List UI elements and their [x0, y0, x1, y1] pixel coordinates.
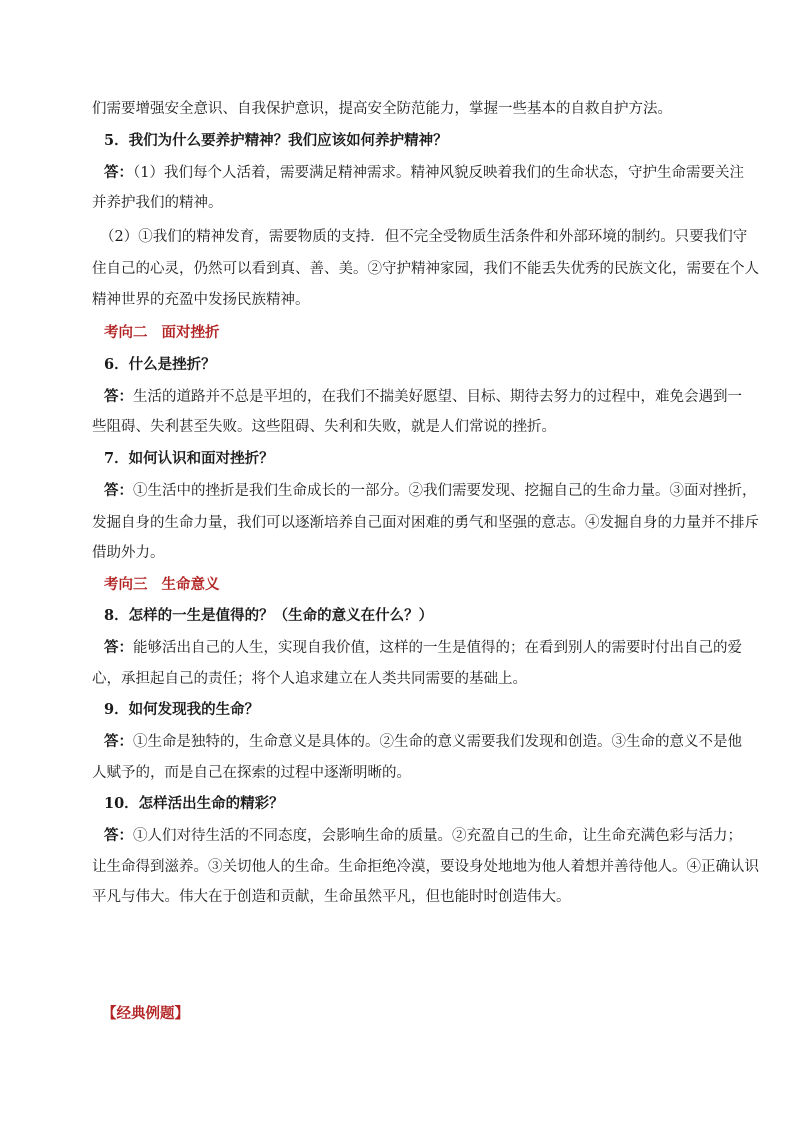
- answer-label: 答：: [104, 639, 133, 656]
- answer-5-line-5: 精神世界的充盈中发扬民族精神。: [92, 292, 310, 308]
- question-10: 10．怎样活出生命的精彩？: [104, 795, 284, 812]
- question-6: 6．什么是挫折？: [104, 356, 216, 373]
- answer-10-line-3: 平凡与伟大。伟大在于创造和贡献，生命虽然平凡，但也能时时创造伟大。: [92, 889, 571, 905]
- answer-label: 答：: [104, 164, 133, 181]
- answer-5-line-2: 并养护我们的精神。: [92, 195, 223, 211]
- answer-7-line-2: 发掘自身的生命力量，我们可以逐渐培养自己面对困难的勇气和坚强的意志。④发掘自身的力量并不排斥: [92, 515, 759, 531]
- answer-text: （1）我们每个人活着，需要满足精神需求。精神风貌反映着我们的生命状态，守护生命需要关注: [133, 165, 744, 181]
- answer-7-line-3: 借助外力。: [92, 545, 165, 561]
- section-title: 生命意义: [161, 576, 220, 593]
- answer-label: 答：: [104, 733, 133, 750]
- answer-7-line-1: [104, 481, 757, 501]
- answer-5-line-4: 住自己的心灵，仍然可以看到真、善、美。②守护精神家园，我们不能丢失优秀的民族文化，需要在个人: [92, 261, 759, 277]
- answer-10-line-1: [104, 826, 742, 846]
- answer-label: 答：: [104, 482, 133, 499]
- question-8: 8．怎样的一生是值得的？（生命的意义在什么？）: [104, 607, 434, 624]
- answer-9-line-1: [104, 732, 742, 752]
- answer-text: 能够活出自己的人生，实现自我价值，这样的一生是值得的；在看到别人的需要时付出自己的爱: [133, 640, 742, 656]
- section-heading-2: [104, 323, 220, 343]
- answer-label: 答：: [104, 827, 133, 844]
- answer-text: ①生命是独特的，生命意义是具体的。②生命的意义需要我们发现和创造。③生命的意义不是他: [133, 734, 742, 750]
- answer-text: ①生活中的挫折是我们生命成长的一部分。②我们需要发现、挖掘自己的生命力量。③面对挫折，: [133, 483, 757, 499]
- section-number: 考向三: [104, 576, 148, 593]
- answer-text: ①人们对待生活的不同态度，会影响生命的质量。②充盈自己的生命，让生命充满色彩与活力；: [133, 828, 742, 844]
- answer-8-line-1: [104, 638, 742, 658]
- question-5: 5．我们为什么要养护精神？我们应该如何养护精神？: [104, 132, 448, 149]
- section-number: 考向二: [104, 324, 148, 341]
- answer-8-line-2: 心，承担起自己的责任；将个人追求建立在人类共同需要的基础上。: [92, 671, 527, 687]
- section-heading-3: [104, 575, 220, 595]
- example-section-tag: 【经典例题】: [102, 1005, 189, 1022]
- answer-5-line-1: [104, 163, 744, 183]
- answer-9-line-2: 人赋予的，而是自己在探索的过程中逐渐明晰的。: [92, 765, 411, 781]
- answer-text: 生活的道路并不总是平坦的，在我们不揣美好愿望、目标、期待去努力的过程中，难免会遇到一: [133, 389, 742, 405]
- answer-5-line-3: （2）①我们的精神发育，需要物质的支持．但不完全受物质生活条件和外部环境的制约。只要我们守: [100, 229, 748, 245]
- answer-10-line-2: 让生命得到滋养。③关切他人的生命。生命拒绝冷漠，要设身处地地为他人着想并善待他人。④正确认识: [92, 859, 759, 875]
- answer-label: 答：: [104, 388, 133, 405]
- question-9: 9．如何发现我的生命？: [104, 701, 260, 718]
- answer-6-line-2: 些阻碍、失利甚至失败。这些阻碍、失利和失败，就是人们常说的挫折。: [92, 419, 556, 435]
- question-7: 7．如何认识和面对挫折？: [104, 450, 274, 467]
- section-title: 面对挫折: [161, 324, 220, 341]
- answer-6-line-1: [104, 387, 742, 407]
- paragraph-continuation: 们需要增强安全意识、自我保护意识，提高安全防范能力，掌握一些基本的自救自护方法。: [92, 101, 672, 117]
